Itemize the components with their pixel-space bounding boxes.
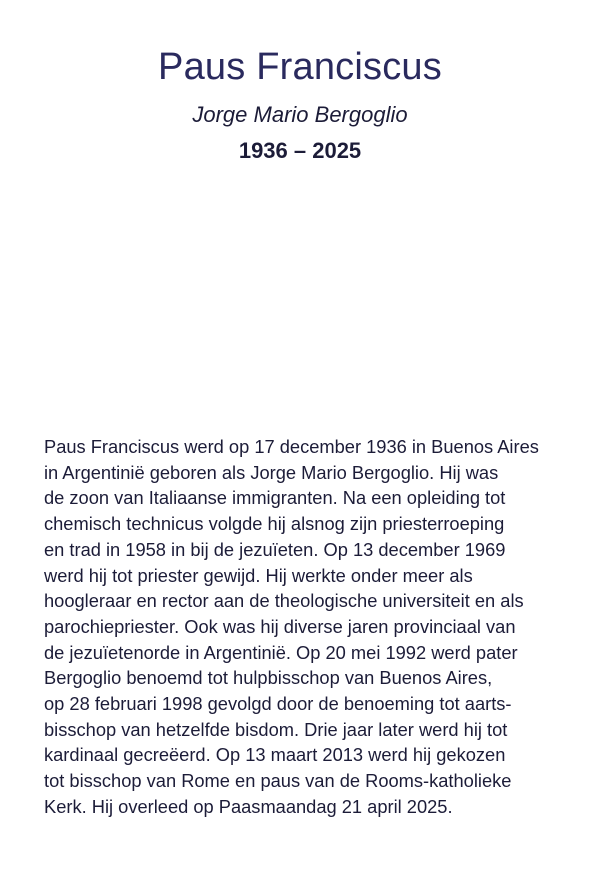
birth-name: Jorge Mario Bergoglio — [192, 102, 408, 127]
biography-line: tot bisschop van Rome en paus van de Rooms-katholieke — [44, 770, 512, 792]
biography-paragraph — [44, 434, 584, 820]
biography-line: en trad in 1958 in bij de jezuïeten. Op 13 december 1969 — [44, 538, 506, 560]
biography-line: werd hij tot priester gewijd. Hij werkte onder meer als — [44, 564, 473, 586]
biography-line: de jezuïetenorde in Argentinië. Op 20 mei 1992 werd pater — [44, 641, 518, 663]
biography-line: chemisch technicus volgde hij alsnog zijn priesterroeping — [44, 513, 505, 535]
biography-line: Paus Franciscus werd op 17 december 1936 in Buenos Aires — [44, 436, 539, 457]
biography-line: bisschop van hetzelfde bisdom. Drie jaar later werd hij tot — [44, 718, 508, 740]
page-title: Paus Franciscus — [158, 46, 442, 88]
biography-line: in Argentinië geboren als Jorge Mario Bergoglio. Hij was — [44, 461, 499, 483]
biography-line: parochiepriester. Ook was hij diverse jaren provinciaal van — [44, 615, 516, 637]
biography-line: de zoon van Italiaanse immigranten. Na een opleiding tot — [44, 487, 506, 509]
biography-line: Kerk. Hij overleed op Paasmaandag 21 april 2025. — [44, 795, 453, 817]
biography-line: kardinaal gecreëerd. Op 13 maart 2013 werd hij gekozen — [44, 744, 506, 766]
biography-line: Bergoglio benoemd tot hulpbisschop van Buenos Aires, — [44, 667, 493, 689]
life-dates: 1936 – 2025 — [238, 138, 362, 163]
biography-line: op 28 februari 1998 gevolgd door de benoeming tot aarts- — [44, 693, 512, 715]
biography-line: hoogleraar en rector aan de theologische universiteit en als — [44, 590, 524, 612]
